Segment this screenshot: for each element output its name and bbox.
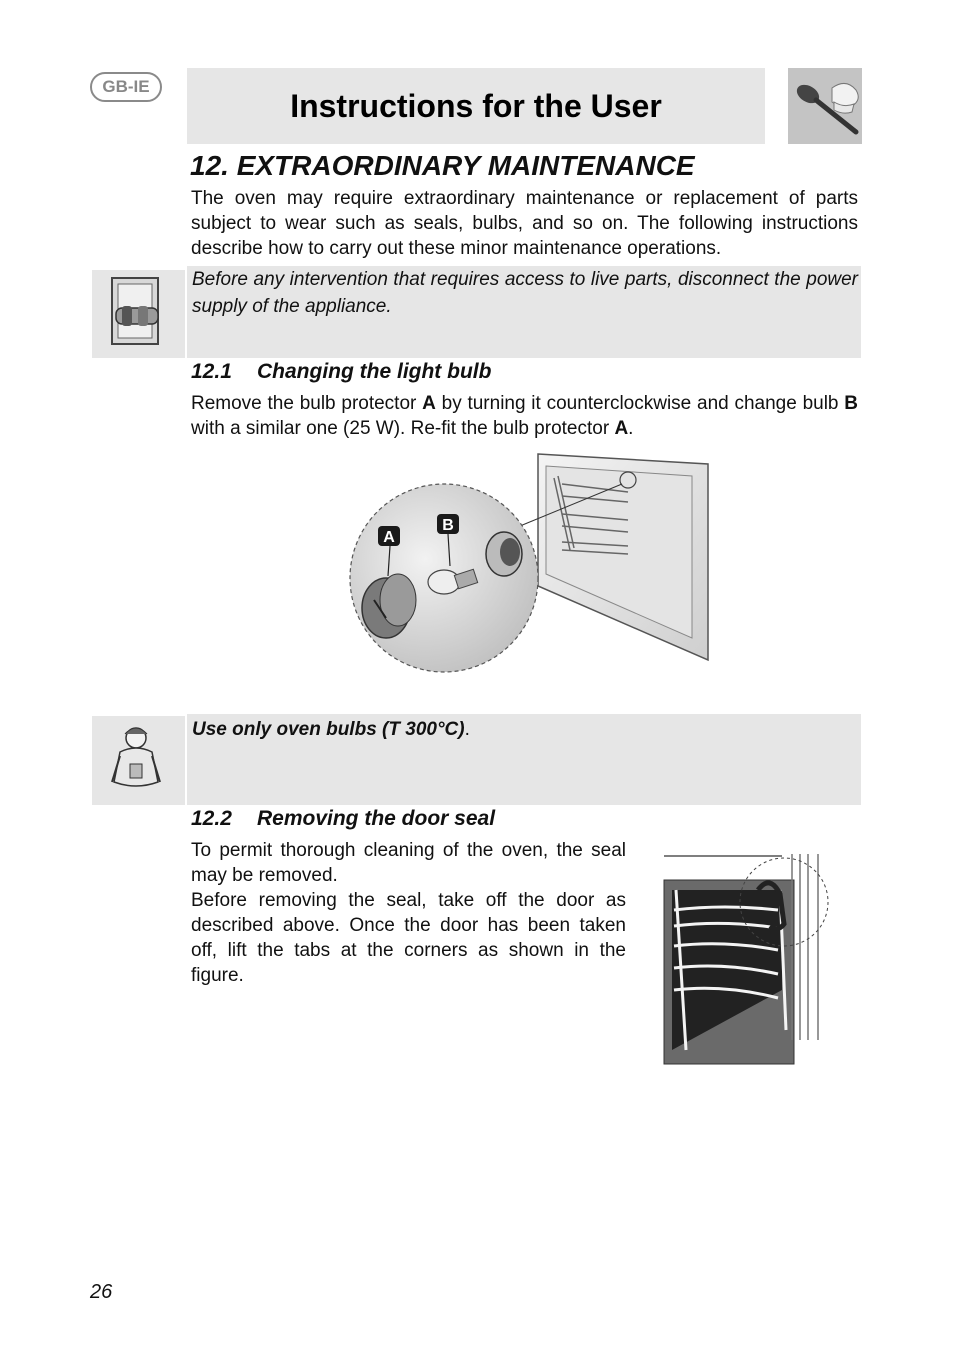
subsection-number: 12.1 [191, 360, 232, 383]
bulb-note-bold: Use only oven bulbs (T 300°C) [192, 719, 465, 740]
language-badge: GB-IE [90, 72, 162, 102]
label-a: A [422, 393, 436, 414]
callout-b-label: B [442, 517, 454, 534]
light-bulb-instructions [191, 391, 858, 441]
light-bulb-figure [340, 450, 712, 682]
text-run: . [464, 719, 470, 740]
text-run: by turning it counterclockwise and change bulb [435, 393, 845, 414]
callout-a-label: A [383, 529, 395, 546]
paragraph: Before removing the seal, take off the door as described above. Once the door has been taken off, lift the tabs at the corners as shown in the figure. [191, 890, 626, 986]
page-title: Instructions for the User [290, 87, 662, 124]
technician-icon-box [92, 716, 185, 805]
label-a: A [614, 418, 629, 439]
page-number: 26 [90, 1281, 113, 1303]
subsection-title: Removing the door seal [257, 807, 496, 830]
subsection-heading-light-bulb [191, 360, 491, 384]
bulb-note [187, 714, 861, 805]
warning-text: Before any intervention that requires access to live parts, disconnect the power supply of the appliance. [192, 269, 858, 317]
door-seal-instructions [191, 838, 626, 988]
paragraph: To permit thorough cleaning of the oven, the seal may be removed. [191, 840, 626, 886]
subsection-heading-door-seal [191, 807, 495, 831]
technician-icon [92, 716, 185, 805]
subsection-number: 12.2 [191, 807, 232, 830]
door-seal-figure [662, 850, 834, 1068]
header-band [187, 68, 765, 144]
section-title: 12. EXTRAORDINARY MAINTENANCE [190, 150, 695, 181]
text-run: Remove the bulb protector [191, 393, 423, 414]
text-run: with a similar one (25 W). Re-fit the bulb protector [191, 418, 615, 439]
power-switch-icon [92, 270, 185, 358]
bulb-note-text [187, 714, 861, 745]
label-b: B [844, 393, 858, 414]
warning-note [187, 266, 861, 358]
section-intro: The oven may require extraordinary maintenance or replacement of parts subject to wear such as seals, bulbs, and so on. The following instructions describe how to carry out these minor maintenance operations. [191, 188, 858, 259]
warning-icon-box [92, 270, 185, 358]
spoon-chef-hat-icon [788, 68, 862, 144]
text-run: . [628, 418, 634, 439]
subsection-title: Changing the light bulb [257, 360, 492, 383]
